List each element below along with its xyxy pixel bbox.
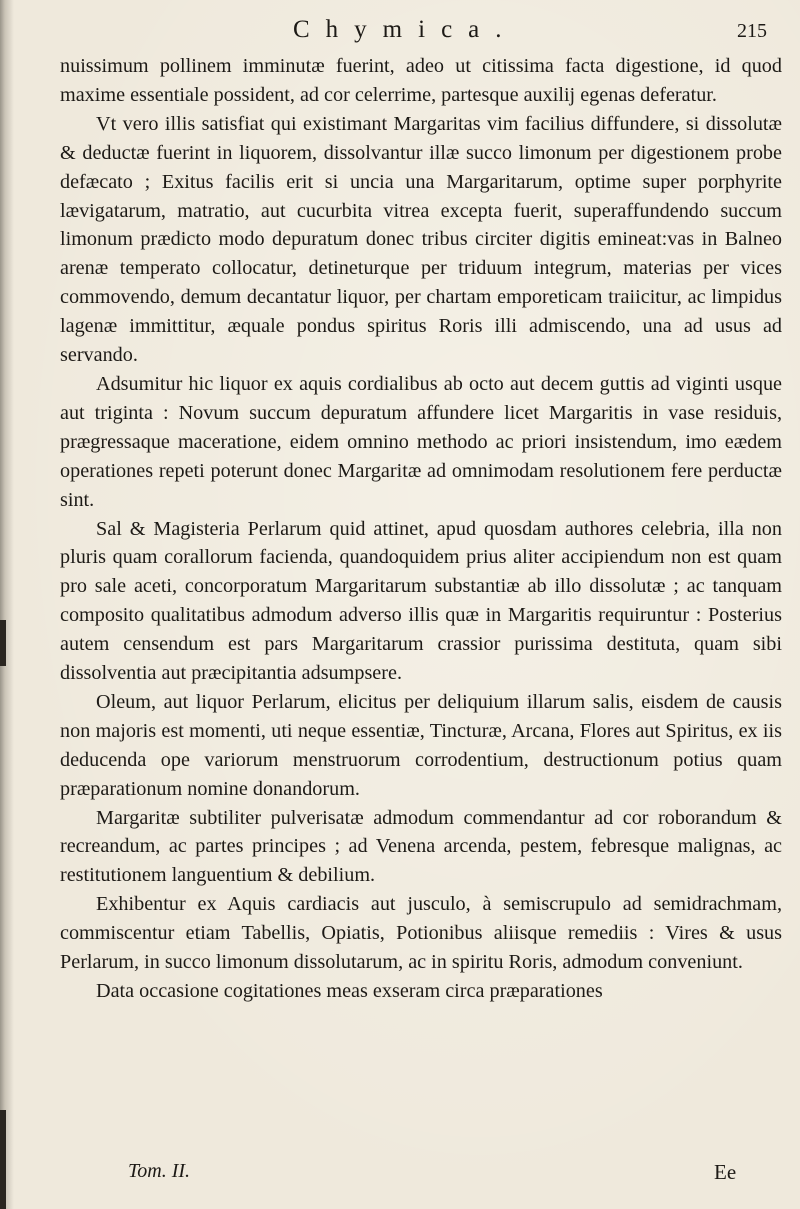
paragraph-administration: Exhibentur ex Aquis cardiacis aut jusculo, à semiscrupulo ad semidrachmam, commiscentur etiam Tabellis, Opiatis, Potionibus aliisque remediis : Vires & usus Perlarum, in succo limonum dissolutarum, ac in spiritu Roris, admodum conveniunt. (60, 893, 782, 974)
paragraph-continuation: nuissimum pollinem imminutæ fuerint, adeo ut citissima facta digestione, id quod maxime essentiale possident, ad cor celerrime, partesque auxilij egenas deferatur. (60, 55, 782, 106)
paragraph-closing: Data occasione cogitationes meas exseram circa præparationes (96, 980, 603, 1002)
paragraph-dosage: Adsumitur hic liquor ex aquis cordialibus ab octo aut decem guttis ad viginti usque aut triginta : Novum succum depuratum affundere licet Margaritis in vase residuis, prægressaque maceratione, eidem omnino methodo ac priori insistendum, imo eædem operationes repeti poterunt donec Margaritæ ad omnimodam resolutionem fere perductæ sint. (60, 372, 782, 511)
page-edge-mark (0, 620, 6, 666)
running-head (0, 16, 800, 48)
running-title: Chymica. (293, 16, 518, 43)
body-text (60, 52, 782, 1006)
paragraph-dissolution-method: Vt vero illis satisfiat qui existimant Margaritas vim facilius diffundere, si dissolutæ & deductæ fuerint in liquorem, dissolvantur illæ succo limonum per digestionem probe defæcato ; Exitus facilis erit si uncia una Margaritarum, optime super porphyrite lævigatarum, matratio, aut cucurbita vitrea excepta fuerit, superaffundendo succum limonum prædicto modo depuratum donec tribus circiter digitis emineat:vas in Balneo arenæ temperato collocatur, detineturque per triduum integrum, materias per vices commovendo, demum decantatur liquor, per chartam emporeticam traiicitur, ac limpidus lagenæ immittitur, æquale pondus spiritus Roris illi admiscendo, una ad usus ad servando. (60, 112, 782, 367)
binding-gutter-shadow (0, 0, 14, 1209)
paragraph-oil-of-pearls: Oleum, aut liquor Perlarum, elicitus per deliquium illarum salis, eisdem de causis non majoris est momenti, uti neque essentiæ, Tincturæ, Arcana, Flores aut Spiritus, ex iis deducenda ope variorum menstruorum corrodentium, destructionum potius quam præparationum nomine donandorum. (60, 690, 782, 800)
page-number: 215 (737, 20, 767, 42)
paragraph-powdered-pearls: Margaritæ subtiliter pulverisatæ admodum commendantur ad cor roborandum & recreandum, ac partes principes ; ad Venena arcenda, pestem, febresque malignas, ac restitutionem languentium & debilium. (60, 806, 782, 887)
catchword: Ee (714, 1160, 737, 1184)
signature-mark: Tom. II. (128, 1160, 191, 1182)
page-footer (0, 1160, 800, 1190)
paragraph-salt-magisteries: Sal & Magisteria Perlarum quid attinet, apud quosdam authores celebria, illa non pluris quam corallorum facienda, quandoquidem prius aliter accipiendum non est quam pro sale aceti, concorporatum Margaritarum substantiæ ab illo dissolutæ ; ac tanquam composito qualitatibus admodum adverso illis quæ in Margaritis requiruntur : Posterius autem censendum est pars Margaritarum crassior purissima destituta, quam sibi dissolventia aut præcipitantia adsumpsere. (60, 517, 782, 685)
